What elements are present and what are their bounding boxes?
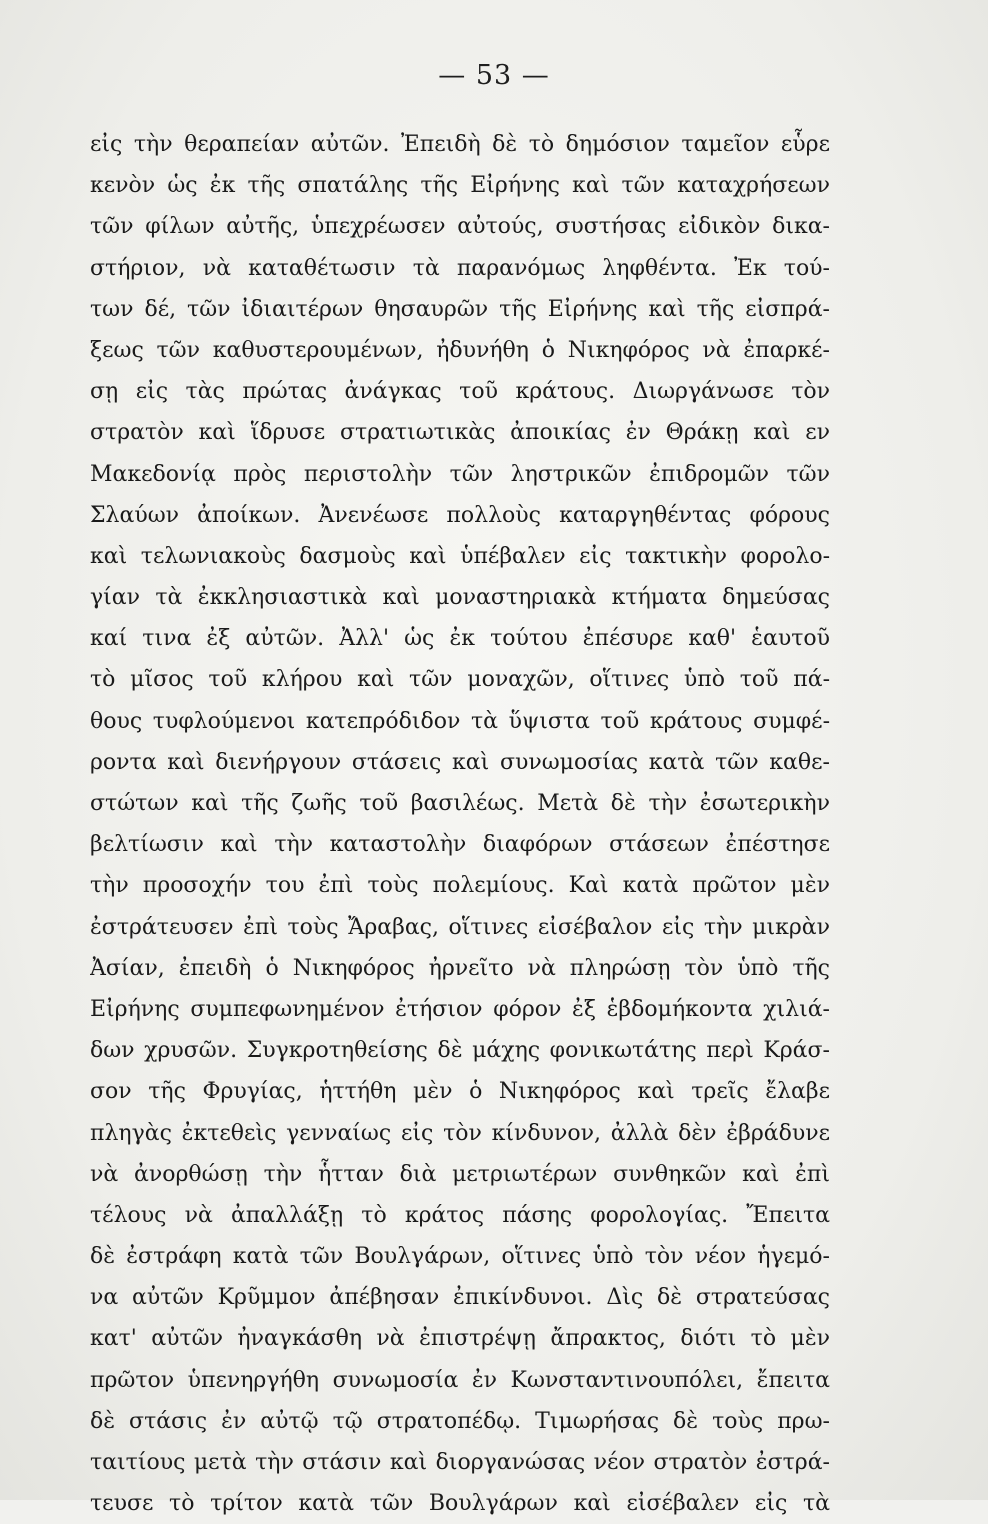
text-line: θους τυφλούμενοι κατεπρόδιδον τὰ ὕψιστα τοῦ κράτους συμφέ- (90, 708, 830, 734)
text-line: βελτίωσιν καὶ τὴν καταστολὴν διαφόρων στάσεων ἐπέστησε (90, 832, 830, 858)
text-line: δων χρυσῶν. Συγκροτηθείσης δὲ μάχης φονικωτάτης περὶ Κράσ- (90, 1038, 830, 1064)
text-line: τέλους νὰ ἀπαλλάξῃ τὸ κράτος πάσης φορολογίας. Ἔπειτα (90, 1202, 830, 1228)
text-line: εἰς τὴν θεραπείαν αὐτῶν. Ἐπειδὴ δὲ τὸ δημόσιον ταμεῖον εὗρε (90, 132, 830, 157)
text-line: σῃ εἰς τὰς πρώτας ἀνάγκας τοῦ κράτους. Διωργάνωσε τὸν (90, 379, 830, 405)
text-line: κενὸν ὡς ἐκ τῆς σπατάλης τῆς Εἰρήνης καὶ τῶν καταχρήσεων (90, 173, 830, 199)
text-line: δὲ ἐστράφη κατὰ τῶν Βουλγάρων, οἵτινες ὑπὸ τὸν νέον ἡγεμό- (90, 1244, 830, 1270)
text-line: γίαν τὰ ἐκκλησιαστικὰ καὶ μοναστηριακὰ κτήματα δημεύσας (90, 585, 830, 611)
text-line: τευσε τὸ τρίτον κατὰ τῶν Βουλγάρων καὶ εἰσέβαλεν εἰς τὰ (90, 1491, 830, 1517)
text-line: Μακεδονίᾳ πρὸς περιστολὴν τῶν ληστρικῶν ἐπιδρομῶν τῶν (90, 461, 830, 487)
text-line: δὲ στάσις ἐν αὐτῷ τῷ στρατοπέδῳ. Τιμωρήσας δὲ τοὺς πρω- (90, 1408, 830, 1434)
text-line: καί τινα ἐξ αὐτῶν. Ἀλλ' ὡς ἐκ τούτου ἐπέσυρε καθ' ἑαυτοῦ (90, 626, 830, 652)
text-line: κατ' αὐτῶν ἠναγκάσθη νὰ ἐπιστρέψῃ ἄπρακτος, διότι τὸ μὲν (90, 1326, 830, 1352)
text-line: Εἰρήνης συμπεφωνημένον ἐτήσιον φόρον ἐξ ἑβδομήκοντα χιλιά- (90, 996, 830, 1022)
text-line: να αὐτῶν Κρῦμμον ἀπέβησαν ἐπικίνδυνοι. Δὶς δὲ στρατεύσας (90, 1285, 830, 1311)
text-line: πληγὰς ἐκτεθεὶς γενναίως εἰς τὸν κίνδυνον, ἀλλὰ δὲν ἐβράδυνε (90, 1120, 830, 1146)
text-line: Ἀσίαν, ἐπειδὴ ὁ Νικηφόρος ἠρνεῖτο νὰ πληρώσῃ τὸν ὑπὸ τῆς (90, 955, 830, 981)
text-line: στρατὸν καὶ ἵδρυσε στρατιωτικὰς ἀποικίας ἐν Θράκῃ καὶ εν (90, 420, 830, 446)
text-line: ξεως τῶν καθυστερουμένων, ἠδυνήθη ὁ Νικηφόρος νὰ ἐπαρκέ- (90, 337, 830, 363)
page-number: — 53 — (438, 60, 550, 91)
text-line: ἐστράτευσεν ἐπὶ τοὺς Ἄραβας, οἵτινες εἰσέβαλον εἰς τὴν μικρὰν (90, 914, 830, 940)
text-line: νὰ ἀνορθώσῃ τὴν ἧτταν διὰ μετριωτέρων συνθηκῶν καὶ ἐπὶ (90, 1161, 830, 1187)
text-line: καὶ τελωνιακοὺς δασμοὺς καὶ ὑπέβαλεν εἰς τακτικὴν φορολο- (90, 543, 830, 569)
text-line: τὴν προσοχήν του ἐπὶ τοὺς πολεμίους. Καὶ κατὰ πρῶτον μὲν (90, 873, 830, 899)
text-line: τὸ μῖσος τοῦ κλήρου καὶ τῶν μοναχῶν, οἵτινες ὑπὸ τοῦ πά- (90, 667, 830, 693)
text-line: στήριον, νὰ καταθέτωσιν τὰ παρανόμως ληφθέντα. Ἐκ τού- (90, 255, 830, 281)
text-line: των δέ, τῶν ἰδιαιτέρων θησαυρῶν τῆς Εἰρήνης καὶ τῆς εἰσπρά- (90, 296, 830, 322)
text-line: Σλαύων ἀποίκων. Ἀνενέωσε πολλοὺς καταργηθέντας φόρους (90, 502, 830, 528)
text-line: τῶν φίλων αὐτῆς, ὑπεχρέωσεν αὐτούς, συστήσας εἰδικὸν δικα- (90, 214, 830, 240)
text-line: πρῶτον ὑπενηργήθη συνωμοσία ἐν Κωνσταντινουπόλει, ἔπειτα (90, 1367, 830, 1393)
text-line: σον τῆς Φρυγίας, ἡττήθη μὲν ὁ Νικηφόρος καὶ τρεῖς ἔλαβε (90, 1079, 830, 1105)
body-text (90, 124, 830, 1524)
text-line: ροντα καὶ διενήργουν στάσεις καὶ συνωμοσίας κατὰ τῶν καθε- (90, 749, 830, 775)
text-line: στώτων καὶ τῆς ζωῆς τοῦ βασιλέως. Μετὰ δὲ τὴν ἐσωτερικὴν (90, 791, 830, 816)
text-line: ταιτίους μετὰ τὴν στάσιν καὶ διοργανώσας νέον στρατὸν ἐστρά- (90, 1450, 830, 1475)
